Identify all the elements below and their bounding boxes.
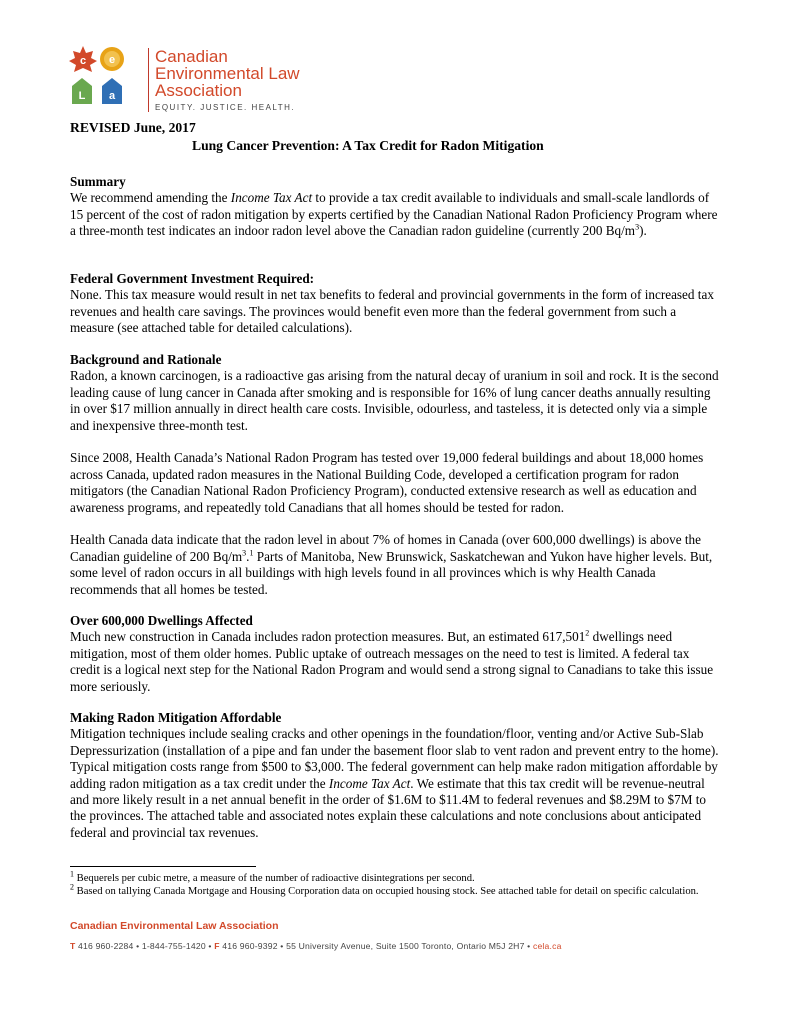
footer-org-name: Canadian Environmental Law Association [70,920,279,932]
investment-body: None. This tax measure would result in net tax benefits to federal and provincial governments in the form of increased tax revenues and health care savings. The provinces would benefit even more than the federal government from such a measure (see attached table for detailed calculations). [70,287,714,336]
footer-fax-label: F [214,941,220,951]
brand-line-3: Association [155,81,242,100]
logo-letter-l: L [78,90,86,102]
section-summary [70,174,722,240]
footer-contact [70,941,562,951]
footnote-1: $^1$ Bequerels per cubic metre, a measure of the number of radioactive disintegrations per second. [70,869,475,884]
summary-heading: Summary [70,174,126,189]
footer-phone-label: T [70,941,76,951]
investment-heading: Federal Government Investment Required: [70,271,315,286]
brand-tagline: EQUITY. JUSTICE. HEALTH. [155,103,296,112]
footnote-divider [70,866,256,867]
section-background [70,352,722,598]
background-p3: Health Canada data indicate that the radon level in about 7% of homes in Canada (over 600,000 dwellings) is above the Canadian guideline of 200 $Bq/m^3.^1$ Parts of Manitoba, New Brunswick, Saskatchewan and Yukon have higher levels. But, some level of radon occurs in all buildings with high levels found in all provinces which is why Health Canada recommends that all homes be tested. [70,532,713,597]
brand-line-2: Environmental Law [155,64,300,83]
logo-letter-e: e [108,54,116,66]
brand-line-1: Canadian [155,47,228,66]
logo-letter-a: a [108,90,116,102]
affordable-heading: Making Radon Mitigation Affordable [70,710,282,725]
revised-date: REVISED June, 2017 [70,120,196,135]
footer-phone: 416 960-2284 • 1-844-755-1420 • [75,941,215,951]
section-affordable [70,710,722,841]
background-p1: Radon, a known carcinogen, is a radioactive gas arising from the natural decay of uranium in soil and rock. It is the second leading cause of lung cancer in Canada after smoking and is responsible for 16% of lung cancer deaths annually resulting in over $17 million annually in direct health care costs. Invisible, odourless, and tasteless, it is detected only via a simple and inexpensive three-month test. [70,368,719,433]
brand-wordmark [148,48,300,112]
background-p2: Since 2008, Health Canada’s National Radon Program has tested over 19,000 federal buildings and about 18,000 homes across Canada, updated radon measures in the National Building Code, developed a certification program for radon mitigators (the Canadian National Radon Proficiency Program), conducted extensive research as well as education and awareness programs, and repeatedly told Canadians that all homes should be tested for radon. [70,450,704,515]
affordable-body: Mitigation techniques include sealing cracks and other openings in the foundation/floor, venting and/or Active Sub-Slab Depressurization (installation of a pipe and fan under the basement floor slab to vent radon and prevent entry to the home). Typical mitigation costs range from $500 to $3,000. The federal government can help make radon mitigation affordable by adding radon mitigation as a tax credit under the Income Tax Act. We estimate that this tax credit will be revenue-neutral and more likely result in a net annual benefit in the order of $1.6M to $11.4M to federal revenues and $8.29M to $7M to the provinces. The attached table and associated notes explain these calculations and note conclusions about anticipated federal and provincial tax revenues. [70,726,719,840]
footnote-2: $^2$ Based on tallying Canada Mortgage and Housing Corporation data on occupied housing stock. See attached table for detail on specific calculation. [70,882,699,897]
footer-website-link[interactable]: cela.ca [532,941,562,951]
cela-logo-mark [68,44,128,110]
background-heading: Background and Rationale [70,352,222,367]
footer-fax-address: 416 960-9392 • 55 University Avenue, Suite 1500 Toronto, Ontario M5J 2H7 • [219,941,533,951]
dwellings-heading: Over 600,000 Dwellings Affected [70,613,253,628]
document-title: Lung Cancer Prevention: A Tax Credit for Radon Mitigation [192,138,544,153]
section-investment [70,271,722,337]
section-dwellings [70,613,722,695]
dwellings-body: Much new construction in Canada includes radon protection measures. But, an estimated 617,501$^2$ dwellings need mitigation, most of them older homes. Public uptake of outreach messages on the need to test is limited. A federal tax credit is a logical next step for the National Radon Program and would send a strong signal to Canadians to take this issue more seriously. [70,629,714,694]
logo-letter-c: c [79,55,87,67]
summary-body: We recommend amending the Income Tax Act to provide a tax credit available to individuals and small-scale landlords of 15 percent of the cost of radon mitigation by experts certified by the Canadian National Radon Proficiency Program where a three-month test indicates an indoor radon level above the Canadian radon guideline (currently 200 $Bq/m^3$). [70,190,718,239]
cela-logo [68,44,308,114]
